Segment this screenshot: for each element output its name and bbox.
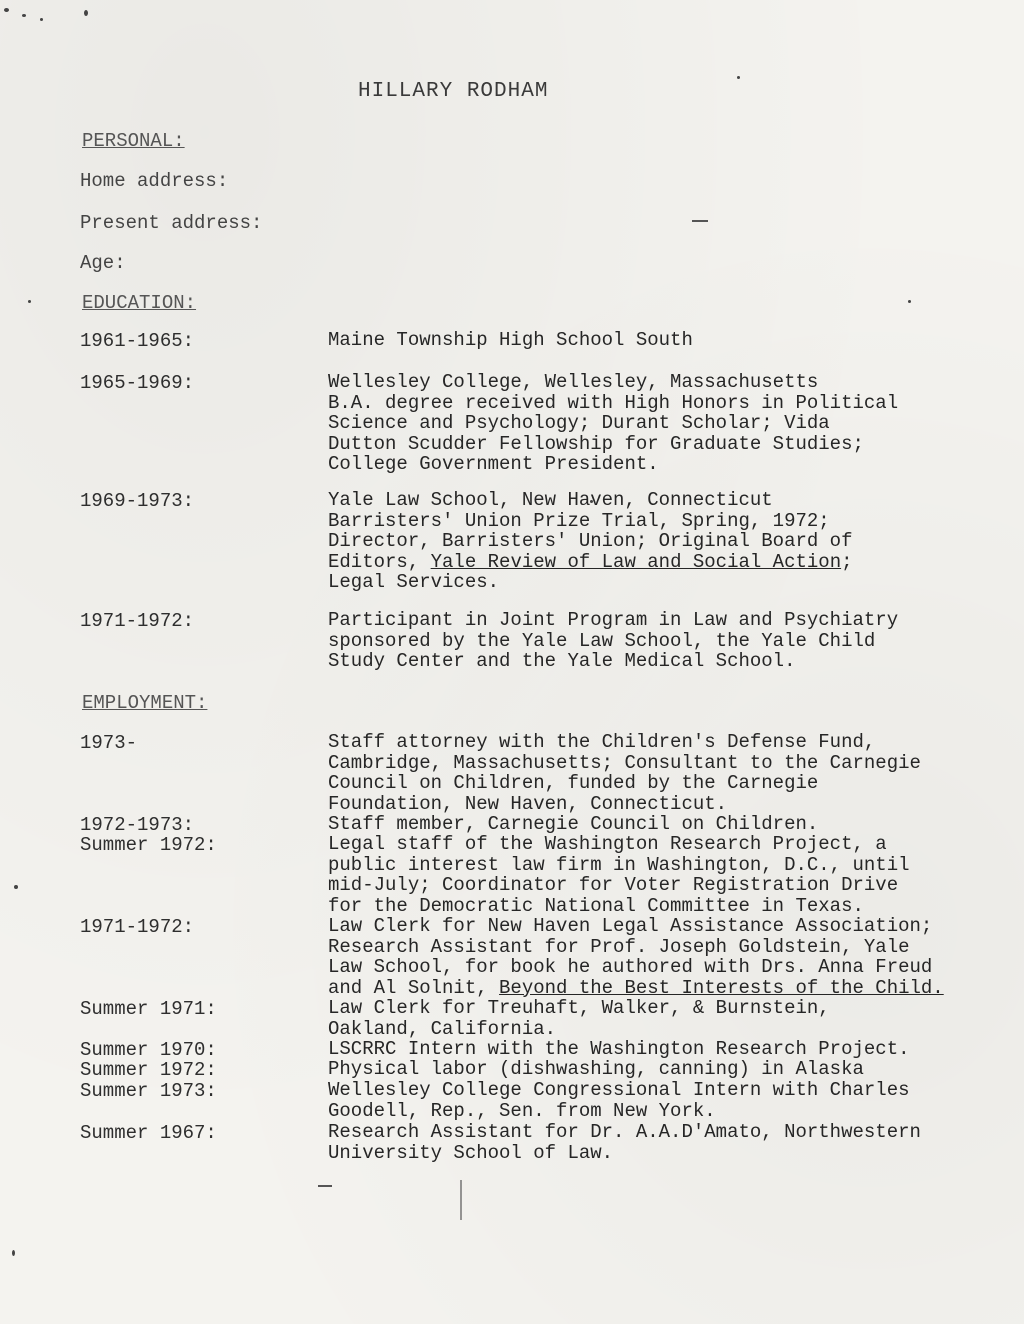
entry-line: public interest law firm in Washington, D.C., until: [328, 853, 910, 876]
entry-line: Maine Township High School South: [328, 329, 693, 351]
employment-entry: [328, 916, 988, 998]
entry-line: mid-July; Coordinator for Voter Registration Drive: [328, 874, 899, 896]
employment-entry: [328, 1080, 988, 1121]
entry-line: Yale Law School, New Haven, Connecticut: [328, 489, 773, 511]
entry-line: Participant in Joint Program in Law and Psychiatry: [328, 609, 899, 631]
employment-dates: 1972-1973:: [80, 814, 195, 836]
entry-line: Wellesley College Congressional Intern with Charles: [328, 1079, 910, 1101]
scan-mark: [318, 1185, 332, 1187]
scan-speck: [14, 885, 18, 889]
entry-line: Law School, for book he authored with Drs. Anna Freud: [328, 956, 933, 978]
entry-line: Study Center and the Yale Medical School.: [328, 650, 796, 672]
entry-line: Staff member, Carnegie Council on Children.: [328, 813, 819, 835]
employment-entry: [328, 1122, 988, 1163]
entry-line: College Government President.: [328, 453, 659, 475]
education-dates: 1961-1965:: [80, 330, 195, 352]
employment-dates: Summer 1973:: [80, 1080, 217, 1102]
employment-heading: EMPLOYMENT:: [82, 692, 208, 714]
employment-dates: 1973-: [80, 732, 138, 754]
entry-line: Oakland, California.: [328, 1017, 557, 1040]
entry-line: Legal staff of the Washington Research Project, a: [328, 833, 887, 855]
entry-line: Research Assistant for Prof. Joseph Goldstein, Yale: [328, 935, 910, 958]
scan-speck: [12, 1250, 15, 1256]
scan-speck: [737, 76, 740, 79]
scan-speck: [908, 300, 911, 303]
scan-speck: [22, 14, 26, 17]
employment-dates: 1971-1972:: [80, 916, 195, 938]
employment-dates: Summer 1971:: [80, 998, 217, 1020]
entry-line: LSCRRC Intern with the Washington Research Project.: [328, 1038, 910, 1060]
education-heading: EDUCATION:: [82, 292, 197, 314]
education-dates: 1971-1972:: [80, 610, 195, 632]
employment-entry: [328, 998, 988, 1039]
education-dates: 1965-1969:: [80, 372, 195, 394]
education-dates: 1969-1973:: [80, 490, 195, 512]
entry-line: Director, Barristers' Union; Original Board of: [328, 530, 853, 552]
entry-line: University School of Law.: [328, 1141, 614, 1164]
entry-line: Legal Services.: [328, 571, 500, 593]
education-entry: [328, 490, 988, 593]
entry-line: Dutton Scudder Fellowship for Graduate Studies;: [328, 432, 864, 455]
scan-speck: [4, 8, 9, 12]
scan-speck: [40, 18, 43, 21]
present-address-label: Present address:: [80, 212, 263, 234]
entry-line: Law Clerk for Treuhaft, Walker, & Burnstein,: [328, 997, 830, 1019]
scan-mark: [460, 1180, 462, 1220]
education-entry: [328, 610, 988, 672]
entry-line: Barristers' Union Prize Trial, Spring, 1972;: [328, 509, 830, 532]
scan-speck: [84, 10, 88, 16]
document-title: HILLARY RODHAM: [358, 80, 549, 103]
entry-line: Staff attorney with the Children's Defense Fund,: [328, 731, 876, 753]
employment-entry: [328, 834, 988, 916]
entry-line: Council on Children, funded by the Carnegie: [328, 772, 819, 794]
employment-entry: [328, 732, 988, 814]
employment-entry: [328, 1039, 988, 1060]
underlined-title: Beyond the Best Interests of the Child.: [499, 976, 944, 999]
entry-line: Goodell, Rep., Sen. from New York.: [328, 1099, 716, 1122]
education-entry: [328, 330, 988, 351]
age-label: Age:: [80, 252, 126, 274]
education-entry: [328, 372, 988, 475]
employment-dates: Summer 1970:: [80, 1039, 217, 1061]
scan-speck: [28, 300, 31, 303]
entry-line: Science and Psychology; Durant Scholar; Vida: [328, 412, 830, 434]
home-address-label: Home address:: [80, 170, 229, 192]
entry-line: for the Democratic National Committee in Texas.: [328, 894, 864, 917]
entry-line: B.A. degree received with High Honors in Political: [328, 391, 899, 414]
employment-dates: Summer 1967:: [80, 1122, 217, 1144]
entry-line: Law Clerk for New Haven Legal Assistance Association;: [328, 915, 933, 937]
entry-line: Editors, Yale Review of Law and Social Action;: [328, 550, 853, 573]
employment-dates: Summer 1972:: [80, 834, 217, 856]
entry-line: and Al Solnit, Beyond the Best Interests of the Child.: [328, 976, 944, 999]
employment-entry: [328, 814, 988, 835]
personal-heading: PERSONAL:: [82, 130, 185, 152]
entry-line: Physical labor (dishwashing, canning) in Alaska: [328, 1058, 864, 1080]
entry-line: Foundation, New Haven, Connecticut.: [328, 792, 728, 815]
entry-line: Research Assistant for Dr. A.A.D'Amato, Northwestern: [328, 1121, 921, 1143]
underlined-title: Yale Review of Law and Social Action: [430, 550, 842, 573]
entry-line: sponsored by the Yale Law School, the Yale Child: [328, 629, 876, 652]
employment-dates: Summer 1972:: [80, 1059, 217, 1081]
scan-mark: [692, 220, 708, 222]
entry-line: Cambridge, Massachusetts; Consultant to the Carnegie: [328, 751, 921, 774]
entry-line: Wellesley College, Wellesley, Massachusetts: [328, 371, 819, 393]
employment-entry: [328, 1059, 988, 1080]
